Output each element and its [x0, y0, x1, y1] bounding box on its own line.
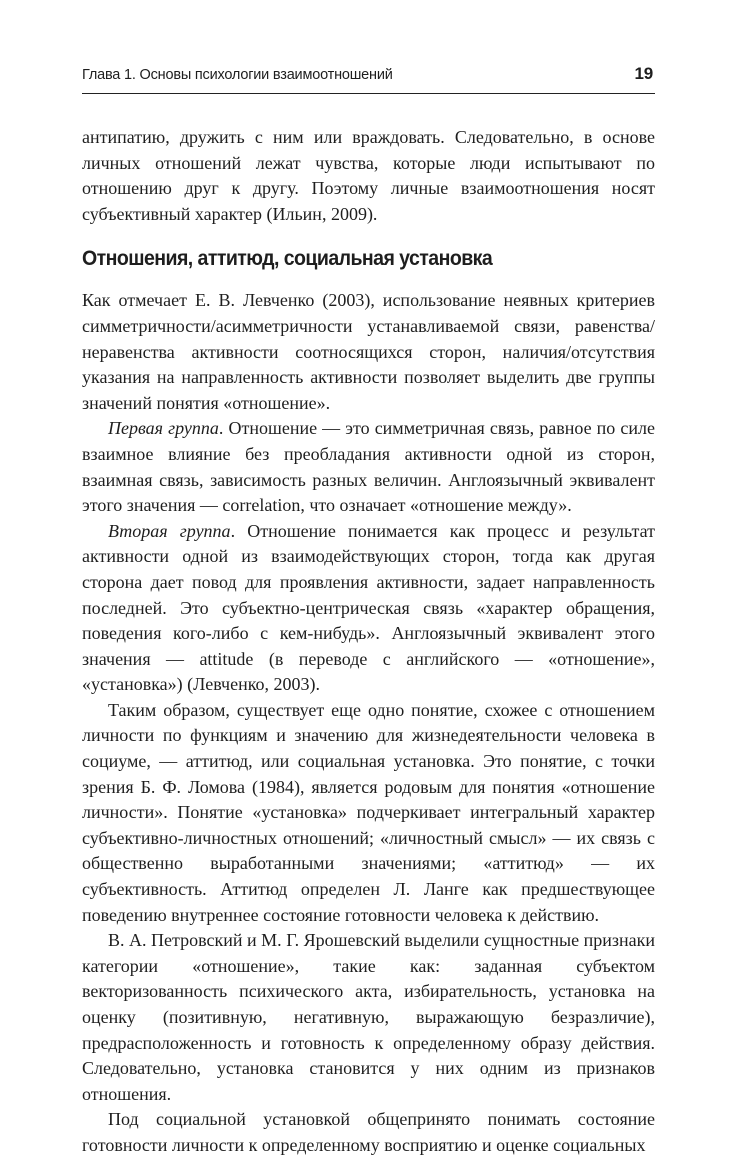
paragraph-first-group	[82, 416, 655, 518]
body-text	[82, 125, 655, 1159]
paragraph-petrovsky: В. А. Петровский и М. Г. Ярошевский выделили сущностные признаки категории «отношение», такие как: заданная субъектом векторизованность психического акта, избирательность, установка на оценку (позитивную, негативную, выражающую безразличие), предрасположенность и готовность к определенному образу действия. Следовательно, установка становится у них одним из признаков отношения.	[82, 930, 655, 1104]
paragraph-social-attitude: Под социальной установкой общепринято понимать состояние готовности личности к определенному восприятию и оценке социальных	[82, 1109, 655, 1155]
section-heading: Отношения, аттитюд, социальная установка	[82, 247, 493, 271]
first-group-text: . Отношение — это симметричная связь, равное по силе взаимное влияние без преобладания активности одной из сторон, взаимная связь, зависимость разных величин. Англоязычный эквивалент этого значения — correlation, что означает «отношение между».	[82, 418, 655, 516]
chapter-title: Глава 1. Основы психологии взаимоотношений	[82, 67, 393, 83]
header-rule	[82, 93, 655, 94]
first-group-lead: Первая группа	[108, 418, 219, 439]
second-group-text: . Отношение понимается как процесс и результат активности одной из взаимодействующих сторон, тогда как другая сторона дает повод для проявления активности, задает направленность последней. Это субъектно-центрическая связь «характер обращения, поведения кого-либо с кем-нибудь». Англоязычный эквивалент этого значения — attitude (в переводе с английского — «отношение», «установка») (Левченко, 2003).	[82, 520, 655, 695]
paragraph-intro: Как отмечает Е. В. Левченко (2003), использование неявных критериев симметричности/асимметричности устанавливаемой связи, равенства/неравенства активности соотносящихся сторон, наличия/отсутствия указания на направленность активности позволяет выделить две группы значений понятия «отношение».	[82, 290, 655, 413]
running-header	[82, 64, 655, 90]
paragraph-attitude: Таким образом, существует еще одно понятие, схожее с отношением личности по функциям и значению для жизнедеятельности человека в социуме, — аттитюд, или социальная установка. Это понятие, с точки зрения Б. Ф. Ломова (1984), является родовым для понятия «отношение личности». Понятие «установка» подчеркивает интегральный характер субъективно-личностных отношений; «личностный смысл» — их связь с общественно выработанными значениями; «аттитюд» — их субъективность. Аттитюд определен Л. Ланге как предшествующее поведению внутреннее состояние готовности человека к действию.	[82, 699, 655, 925]
second-group-lead: Вторая группа	[108, 520, 231, 541]
page-number: 19	[634, 64, 653, 83]
paragraph-continuation: антипатию, дружить с ним или враждовать. Следовательно, в основе личных отношений лежат чувства, которые люди испытывают по отношению друг к другу. Поэтому личные взаимоотношения носят субъективный характер (Ильин, 2009).	[82, 127, 655, 224]
paragraph-second-group	[82, 519, 655, 698]
